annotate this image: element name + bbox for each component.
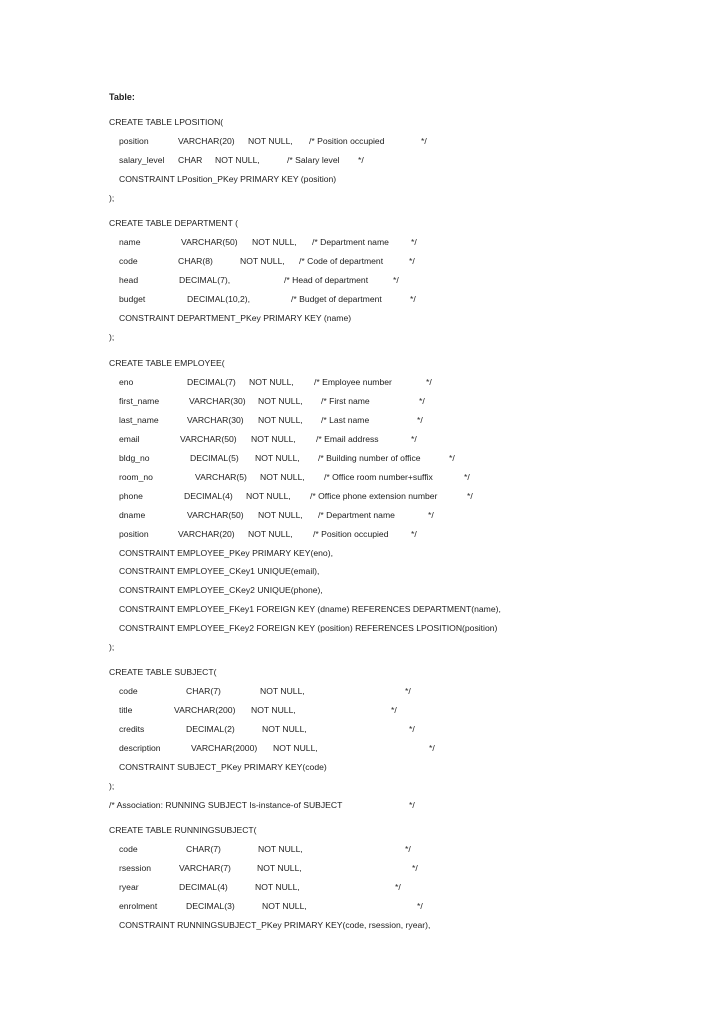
column-type: VARCHAR(30) bbox=[189, 396, 246, 406]
column-line bbox=[119, 294, 416, 305]
column-comment: /* Department name bbox=[318, 510, 395, 520]
column-comment: /* Head of department bbox=[284, 275, 369, 285]
constraint-line: CONSTRAINT LPosition_PKey PRIMARY KEY (position) bbox=[119, 174, 337, 184]
column-name: code bbox=[119, 844, 138, 854]
close-paren-line: ); bbox=[109, 642, 115, 652]
column-name: head bbox=[119, 275, 139, 285]
column-comment: /* Last name bbox=[321, 415, 370, 425]
column-constraint: NOT NULL, bbox=[260, 472, 305, 482]
column-type: VARCHAR(7) bbox=[179, 863, 231, 873]
column-comment: /* Office room number+suffix bbox=[324, 472, 433, 482]
comment-end: */ bbox=[428, 510, 434, 520]
column-comment: /* Building number of office bbox=[318, 453, 421, 463]
column-comment: /* Code of department bbox=[299, 256, 384, 266]
column-line bbox=[119, 882, 401, 893]
create-table-line: CREATE TABLE SUBJECT( bbox=[109, 667, 217, 677]
constraint-line: CONSTRAINT EMPLOYEE_CKey1 UNIQUE(email), bbox=[119, 566, 320, 576]
column-constraint: NOT NULL, bbox=[249, 377, 294, 387]
column-name: position bbox=[119, 136, 149, 146]
column-name: salary_level bbox=[119, 155, 165, 165]
comment-end: */ bbox=[449, 453, 455, 463]
column-line bbox=[119, 510, 434, 521]
column-comment: /* Department name bbox=[312, 237, 389, 247]
column-line bbox=[119, 472, 470, 483]
column-type: VARCHAR(20) bbox=[178, 136, 235, 146]
comment-end: */ bbox=[411, 434, 417, 444]
column-constraint: NOT NULL, bbox=[252, 237, 297, 247]
column-constraint: NOT NULL, bbox=[255, 882, 300, 892]
comment-end: */ bbox=[421, 136, 427, 146]
column-type: VARCHAR(5) bbox=[195, 472, 247, 482]
column-name: budget bbox=[119, 294, 146, 304]
column-comment: /* Salary level bbox=[287, 155, 340, 165]
column-type: VARCHAR(50) bbox=[181, 237, 238, 247]
column-name: ryear bbox=[119, 882, 139, 892]
create-table-line: CREATE TABLE EMPLOYEE( bbox=[109, 358, 225, 368]
column-name: eno bbox=[119, 377, 134, 387]
column-line bbox=[119, 743, 435, 754]
column-type: VARCHAR(50) bbox=[187, 510, 244, 520]
column-name: email bbox=[119, 434, 140, 444]
comment-end: */ bbox=[405, 844, 411, 854]
column-line bbox=[119, 844, 411, 855]
comment-end: */ bbox=[409, 724, 415, 734]
column-line bbox=[119, 901, 423, 912]
column-comment: /* First name bbox=[321, 396, 370, 406]
column-type: DECIMAL(3) bbox=[186, 901, 235, 911]
column-comment: /* Email address bbox=[316, 434, 379, 444]
column-line bbox=[119, 415, 423, 426]
comment-end: */ bbox=[409, 256, 415, 266]
close-paren-line: ); bbox=[109, 193, 115, 203]
column-line bbox=[119, 529, 417, 540]
column-line bbox=[119, 136, 427, 147]
column-name: last_name bbox=[119, 415, 159, 425]
column-line bbox=[119, 377, 432, 388]
create-table-line: CREATE TABLE LPOSITION( bbox=[109, 117, 224, 127]
column-type: DECIMAL(7) bbox=[187, 377, 236, 387]
column-line bbox=[119, 256, 415, 267]
column-type: VARCHAR(2000) bbox=[191, 743, 258, 753]
comment-end: */ bbox=[395, 882, 401, 892]
comment-end: */ bbox=[417, 901, 423, 911]
column-type: CHAR(7) bbox=[186, 844, 221, 854]
column-comment: /* Employee number bbox=[314, 377, 392, 387]
column-type: DECIMAL(4) bbox=[184, 491, 233, 501]
column-type: CHAR(7) bbox=[186, 686, 221, 696]
page-heading: Table: bbox=[109, 92, 135, 102]
column-name: credits bbox=[119, 724, 145, 734]
column-name: room_no bbox=[119, 472, 153, 482]
column-constraint: NOT NULL, bbox=[258, 415, 303, 425]
column-name: title bbox=[119, 705, 133, 715]
column-constraint: NOT NULL, bbox=[258, 510, 303, 520]
column-constraint: NOT NULL, bbox=[240, 256, 285, 266]
comment-end: */ bbox=[393, 275, 399, 285]
column-type: CHAR bbox=[178, 155, 203, 165]
column-comment: /* Position occupied bbox=[309, 136, 385, 146]
column-constraint: NOT NULL, bbox=[246, 491, 291, 501]
column-name: phone bbox=[119, 491, 143, 501]
comment-end: */ bbox=[411, 237, 417, 247]
column-type: VARCHAR(30) bbox=[187, 415, 244, 425]
column-name: first_name bbox=[119, 396, 160, 406]
column-name: code bbox=[119, 686, 138, 696]
column-constraint: NOT NULL, bbox=[258, 844, 303, 854]
column-type: VARCHAR(20) bbox=[178, 529, 235, 539]
column-type: DECIMAL(2) bbox=[186, 724, 235, 734]
column-constraint: NOT NULL, bbox=[248, 136, 293, 146]
column-comment: /* Position occupied bbox=[313, 529, 389, 539]
column-line bbox=[119, 863, 418, 874]
column-constraint: NOT NULL, bbox=[257, 863, 302, 873]
column-constraint: NOT NULL, bbox=[258, 396, 303, 406]
column-line bbox=[119, 434, 417, 445]
column-line bbox=[119, 686, 411, 697]
column-name: rsession bbox=[119, 863, 151, 873]
constraint-line: CONSTRAINT RUNNINGSUBJECT_PKey PRIMARY KEY(code, rsession, ryear), bbox=[119, 920, 431, 930]
constraint-line: CONSTRAINT EMPLOYEE_FKey1 FOREIGN KEY (dname) REFERENCES DEPARTMENT(name), bbox=[119, 604, 501, 614]
column-constraint: NOT NULL, bbox=[262, 724, 307, 734]
column-type: VARCHAR(200) bbox=[174, 705, 236, 715]
column-constraint: NOT NULL, bbox=[251, 705, 296, 715]
column-comment: /* Office phone extension number bbox=[310, 491, 438, 501]
column-type: DECIMAL(5) bbox=[190, 453, 239, 463]
note-end: */ bbox=[409, 800, 415, 810]
comment-end: */ bbox=[426, 377, 432, 387]
column-constraint: NOT NULL, bbox=[260, 686, 305, 696]
column-line bbox=[119, 155, 364, 166]
comment-end: */ bbox=[358, 155, 364, 165]
constraint-line: CONSTRAINT EMPLOYEE_PKey PRIMARY KEY(eno), bbox=[119, 548, 333, 558]
column-constraint: NOT NULL, bbox=[248, 529, 293, 539]
constraint-line: CONSTRAINT EMPLOYEE_CKey2 UNIQUE(phone), bbox=[119, 585, 323, 595]
column-line bbox=[119, 491, 473, 502]
column-type: VARCHAR(50) bbox=[180, 434, 237, 444]
column-name: code bbox=[119, 256, 138, 266]
comment-end: */ bbox=[411, 529, 417, 539]
comment-end: */ bbox=[419, 396, 425, 406]
constraint-line: CONSTRAINT DEPARTMENT_PKey PRIMARY KEY (name) bbox=[119, 313, 352, 323]
column-constraint: NOT NULL, bbox=[262, 901, 307, 911]
column-line bbox=[119, 453, 455, 464]
column-constraint: NOT NULL, bbox=[255, 453, 300, 463]
column-comment: /* Budget of department bbox=[291, 294, 382, 304]
comment-end: */ bbox=[412, 863, 418, 873]
constraint-line: CONSTRAINT SUBJECT_PKey PRIMARY KEY(code) bbox=[119, 762, 327, 772]
column-name: name bbox=[119, 237, 141, 247]
comment-end: */ bbox=[464, 472, 470, 482]
column-line bbox=[119, 705, 397, 716]
comment-end: */ bbox=[391, 705, 397, 715]
comment-end: */ bbox=[467, 491, 473, 501]
column-constraint: NOT NULL, bbox=[215, 155, 260, 165]
column-constraint: NOT NULL, bbox=[273, 743, 318, 753]
column-name: description bbox=[119, 743, 161, 753]
column-line bbox=[119, 237, 417, 248]
column-type: DECIMAL(7), bbox=[179, 275, 231, 285]
comment-end: */ bbox=[410, 294, 416, 304]
comment-end: */ bbox=[405, 686, 411, 696]
close-paren-line: ); bbox=[109, 781, 115, 791]
column-type: DECIMAL(4) bbox=[179, 882, 228, 892]
column-type: DECIMAL(10,2), bbox=[187, 294, 251, 304]
create-table-line: CREATE TABLE RUNNINGSUBJECT( bbox=[109, 825, 257, 835]
column-name: dname bbox=[119, 510, 146, 520]
note-text: /* Association: RUNNING SUBJECT Is-instance-of SUBJECT bbox=[109, 800, 343, 810]
column-type: CHAR(8) bbox=[178, 256, 213, 266]
column-line bbox=[119, 275, 399, 286]
create-table-line: CREATE TABLE DEPARTMENT ( bbox=[109, 218, 238, 228]
column-name: bldg_no bbox=[119, 453, 150, 463]
constraint-line: CONSTRAINT EMPLOYEE_FKey2 FOREIGN KEY (position) REFERENCES LPOSITION(position) bbox=[119, 623, 498, 633]
column-line bbox=[119, 396, 425, 407]
close-paren-line: ); bbox=[109, 332, 115, 342]
column-name: position bbox=[119, 529, 149, 539]
comment-end: */ bbox=[417, 415, 423, 425]
column-name: enrolment bbox=[119, 901, 158, 911]
association-note bbox=[109, 800, 415, 811]
column-line bbox=[119, 724, 415, 735]
comment-end: */ bbox=[429, 743, 435, 753]
column-constraint: NOT NULL, bbox=[251, 434, 296, 444]
